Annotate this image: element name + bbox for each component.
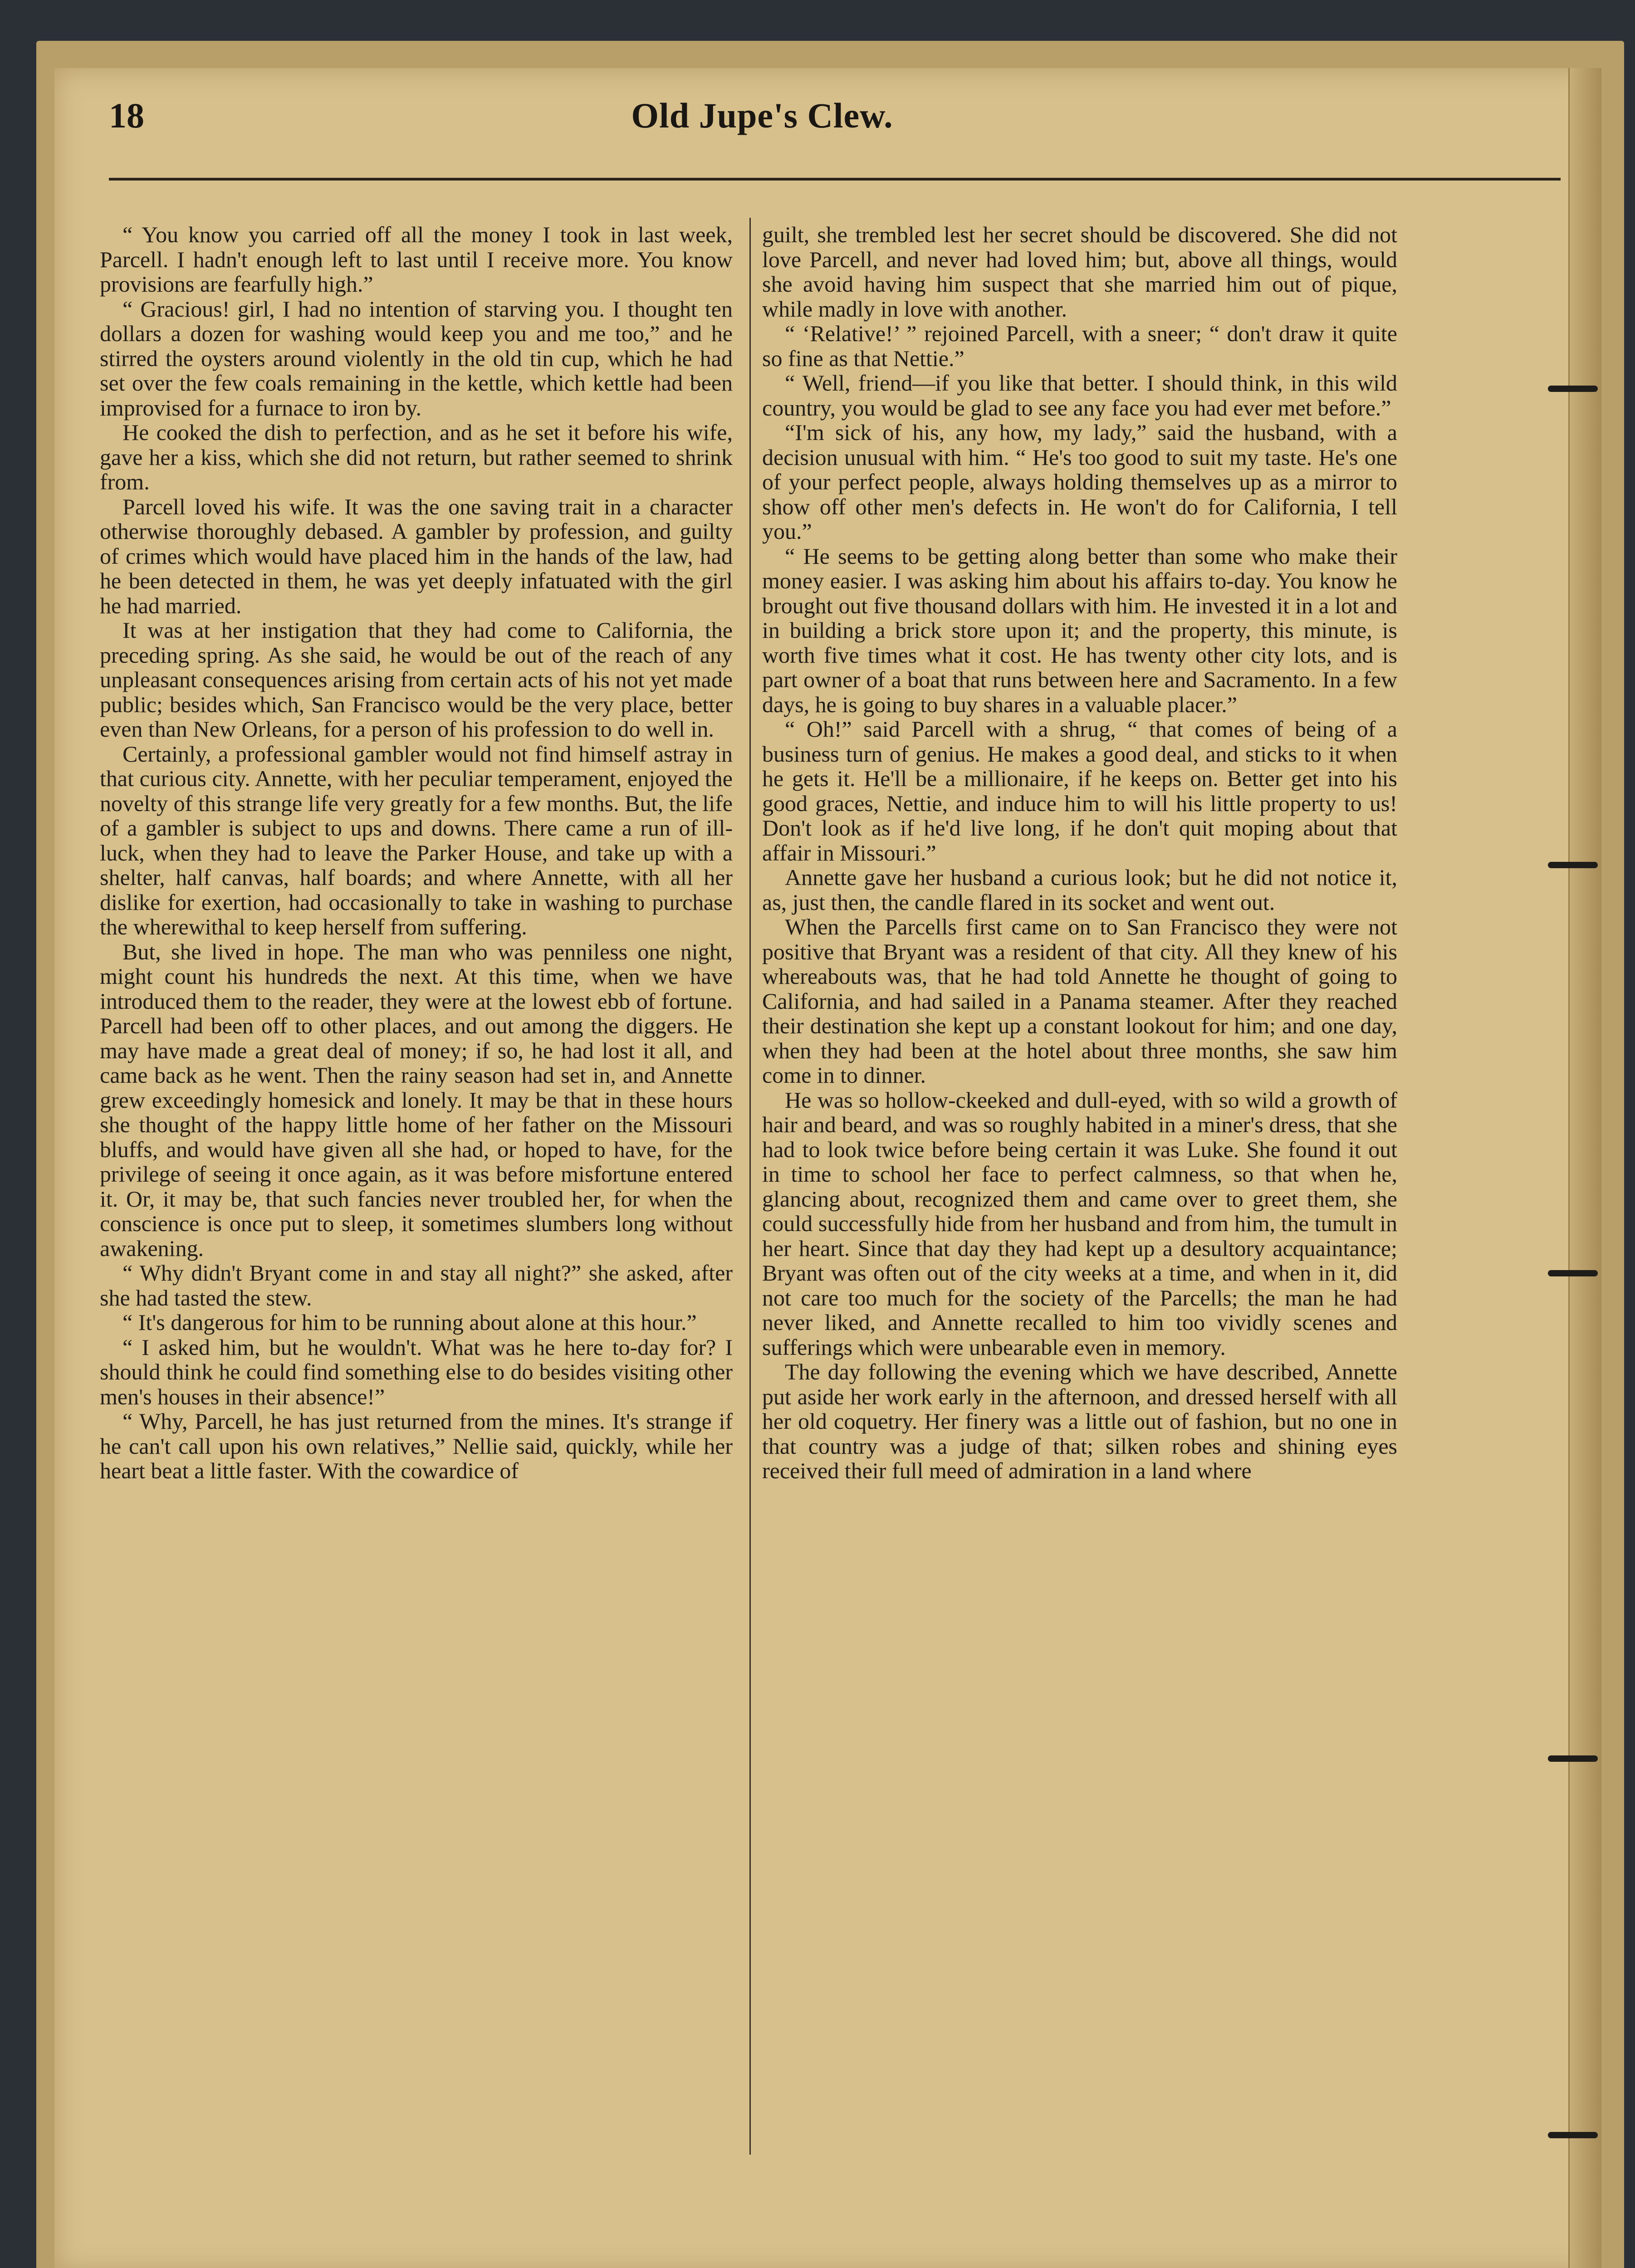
paragraph: “ Gracious! girl, I had no intention of starving you. I thought ten dollars a dozen for washing would keep you and me too,” and he stirred the oysters around violently in the old tin cup, which he had set over the few coals remaining in the kettle, which kettle had been improvised for a furnace to iron by. [100, 296, 733, 420]
paragraph: Parcell loved his wife. It was the one saving trait in a character otherwise thoroughly debased. A gambler by profession, and guilty of crimes which would have placed him in the hands of the law, had he been detected in them, he was yet deeply infatuated with the girl he had married. [100, 494, 733, 618]
paragraph: “ Oh!” said Parcell with a shrug, “ that comes of being of a business turn of genius. He makes a good deal, and sticks to it when he gets it. He'll be a millionaire, if he keeps on. Better get into his good graces, Nettie, and induce him to will his little property to us! Don't look as if he'd live long, if he don't quit moping about that affair in Missouri.” [762, 716, 1397, 865]
page-number: 18 [109, 96, 144, 135]
paragraph: But, she lived in hope. The man who was penniless one night, might count his hundreds the next. At this time, when we have introduced them to the reader, they were at the lowest ebb of fortune. Parcell had been off to other places, and out among the diggers. He may have made a great deal of money; if so, he had lost it all, and came back as he went. Then the rainy season had set in, and Annette grew exceedingly homesick and lonely. It may be that in these hours she thought of the happy little home of her father on the Missouri bluffs, and would have given all she had, or hoped to have, for the privilege of seeing it once again, as it was before misfortune entered it. Or, it may be, that such fancies never troubled her, for when the conscience is once put to sleep, it sometimes slumbers long without awakening. [100, 938, 733, 1261]
binding-stitch [1548, 862, 1598, 868]
paragraph: “ It's dangerous for him to be running about alone at this hour.” [122, 1310, 697, 1335]
binding-stitch [1548, 386, 1598, 392]
column-divider [749, 218, 751, 2155]
paragraph: He cooked the dish to perfection, and as he set it before his wife, gave her a kiss, which she did not return, but rather seemed to shrink from. [100, 420, 733, 494]
paragraph: “ He seems to be getting along better than some who make their money easier. I was asking him about his affairs to-day. You know he brought out five thousand dollars with him. He invested it in a lot and in building a brick store upon it; and the property, this minute, is worth five times what it cost. He has twenty other city lots, and is part owner of a boat that runs between here and Sacramento. In a few days, he is going to buy shares in a valuable placer.” [762, 543, 1397, 717]
paragraph: “ Why didn't Bryant come in and stay all night?” she asked, after she had tasted the stew. [100, 1260, 733, 1310]
paragraph: “ I asked him, but he wouldn't. What was he here to-day for? I should think he could find something else to do besides visiting other men's houses in their absence!” [100, 1334, 733, 1409]
paragraph: “ ‘Relative!’ ” rejoined Parcell, with a sneer; “ don't draw it quite so fine as that Nettie.” [762, 321, 1397, 371]
binding-stitch [1548, 1755, 1598, 1762]
paragraph: “ You know you carried off all the money I took in last week, Parcell. I hadn't enough left to last until I receive more. You know provisions are fearfully high.” [100, 222, 733, 297]
binding-stitch [1548, 2132, 1598, 2138]
paragraph: Certainly, a professional gambler would not find himself astray in that curious city. Annette, with her peculiar temperament, enjoyed the novelty of this strange life very greatly for a few months. But, the life of a gambler is subject to ups and downs. There came a run of ill-luck, when they had to leave the Parker House, and take up with a shelter, half canvas, half boards; and where Annette, with all her dislike for exertion, had occasionally to take in washing to purchase the wherewithal to keep herself from suffering. [100, 741, 733, 939]
paragraph: The day following the evening which we have described, Annette put aside her work early in the afternoon, and dressed herself with all her old coquetry. Her finery was a little out of fashion, but no one in that country was a judge of that; silken robes and shining eyes received their full meed of admiration in a land where [762, 1359, 1397, 1483]
paragraph: “ Well, friend—if you like that better. I should think, in this wild country, you would be glad to see any face you had ever met before.” [762, 370, 1397, 420]
left-text-column [100, 222, 733, 1483]
header-rule [109, 178, 1561, 181]
paragraph: “I'm sick of his, any how, my lady,” said the husband, with a decision unusual with him. “ He's too good to suit my taste. He's one of your perfect people, always holding themselves up as a mirror to show off other men's defects in. He won't do for California, I tell you.” [762, 420, 1397, 544]
binding-stitch [1548, 1270, 1598, 1276]
page-header [109, 86, 1415, 163]
right-text-column [762, 222, 1397, 1483]
paragraph: Annette gave her husband a curious look; but he did not notice it, as, just then, the candle flared in its socket and went out. [762, 865, 1397, 915]
paragraph: guilt, she trembled lest her secret should be discovered. She did not love Parcell, and never had loved him; but, above all things, would she avoid having him suspect that she married him out of pique, while madly in love with another. [762, 222, 1397, 322]
page-binding-edge [1568, 68, 1601, 2268]
paragraph: “ Why, Parcell, he has just returned from the mines. It's strange if he can't call upon his own relatives,” Nellie said, quickly, while her heart beat a little faster. With the cowardice of [100, 1408, 733, 1483]
paragraph: It was at her instigation that they had come to California, the preceding spring. As she said, he would be out of the reach of any unpleasant consequences arising from certain acts of his not yet made public; besides which, San Francisco would be the very place, better even than New Orleans, for a person of his profession to do well in. [100, 617, 733, 742]
paragraph: When the Parcells first came on to San Francisco they were not positive that Bryant was a resident of that city. All they knew of his whereabouts was, that he had told Annette he thought of going to California, and had sailed in a Panama steamer. After they reached their destination she kept up a constant lookout for him; and one day, when they had been at the hotel about three months, she saw him come in to dinner. [762, 914, 1397, 1088]
paragraph: He was so hollow-ckeeked and dull-eyed, with so wild a growth of hair and beard, and was so roughly habited in a miner's dress, that she had to look twice before being certain it was Luke. She found it out in time to school her face to perfect calmness, so that when he, glancing about, recognized them and came over to greet them, she could successfully hide from her husband and from him, the tumult in her heart. Since that day they had kept up a desultory acquaintance; Bryant was often out of the city weeks at a time, and when in it, did not care too much for the society of the Parcells; the man he had never liked, and Annette recalled to him too vividly scenes and sufferings which were unbearable even in memory. [762, 1087, 1397, 1360]
running-title: Old Jupe's Clew. [631, 96, 893, 135]
